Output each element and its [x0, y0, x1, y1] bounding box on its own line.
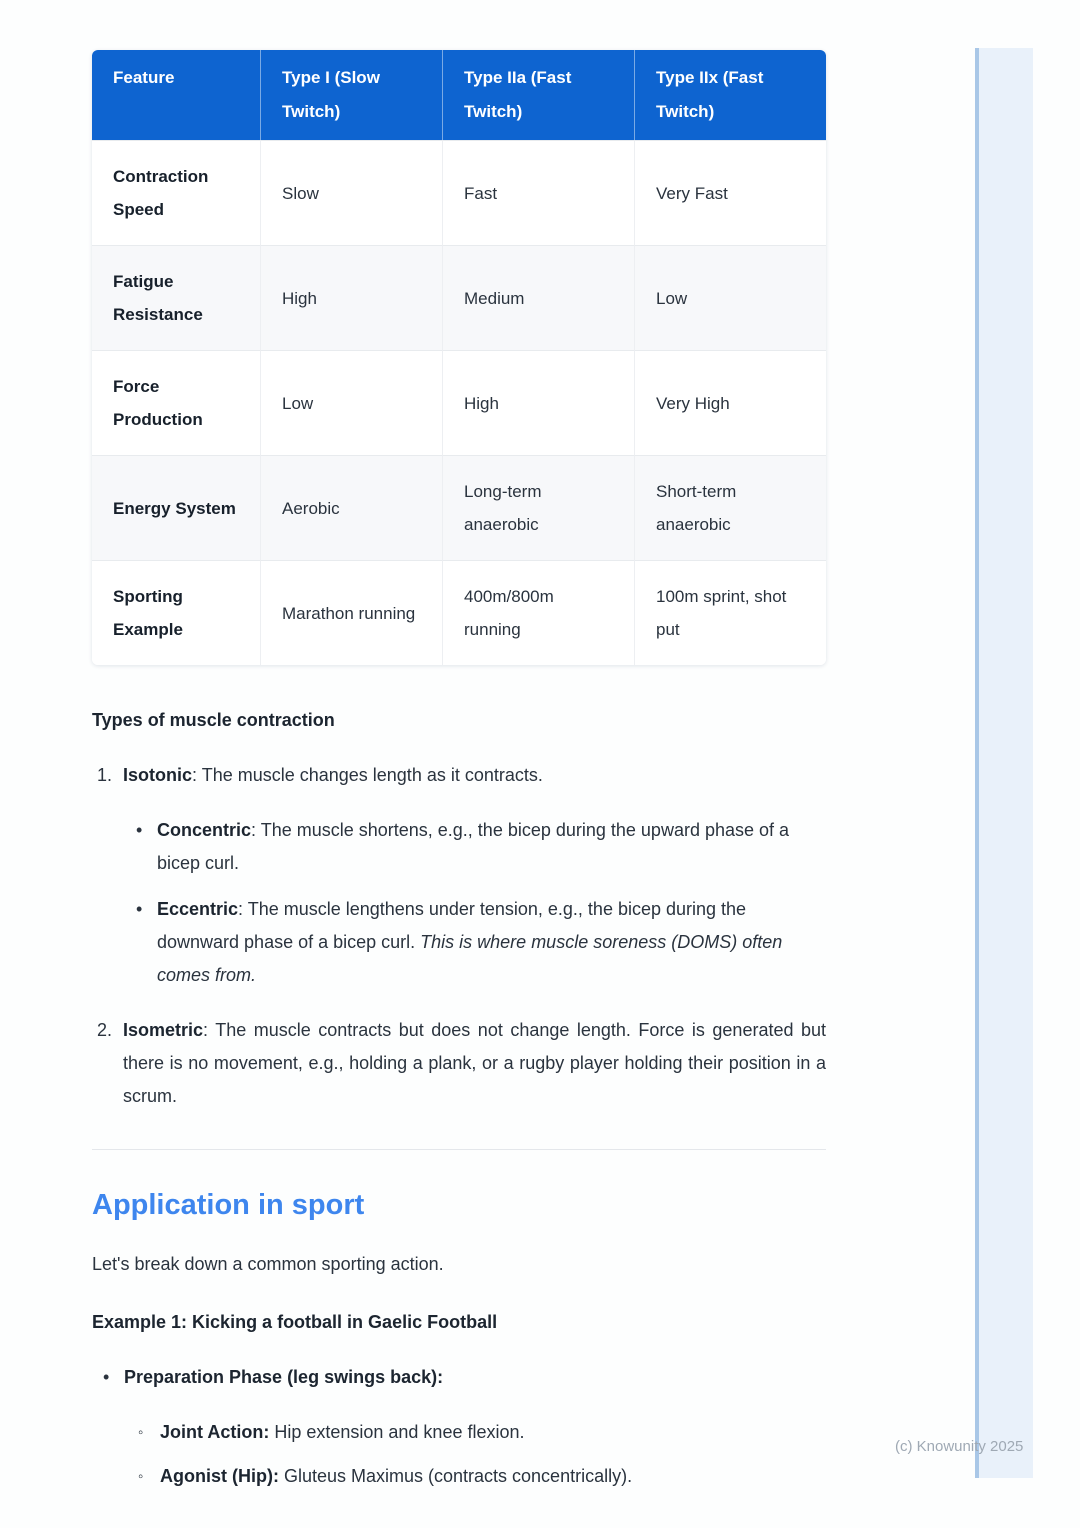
list-item-body: [160, 1416, 826, 1449]
list-item-body: [123, 1014, 826, 1113]
table-row: [92, 560, 826, 665]
header-type-2x: Type IIx (Fast Twitch): [634, 50, 826, 140]
list-item-concentric: [123, 814, 826, 880]
isometric-rest: : The muscle contracts but does not change length. Force is generated but there is no movement, e.g., holding a plank, or a rugby player holding their position in a scrum.: [123, 1020, 826, 1106]
table-cell: Fast: [442, 140, 634, 245]
eccentric-rest: : The muscle lengthens under tension, e.g., the bicep during the downward phase of a bicep curl.: [157, 899, 747, 952]
isometric-term: Isometric: [123, 1020, 204, 1040]
table-cell: High: [442, 350, 634, 455]
concentric-rest: : The muscle shortens, e.g., the bicep during the upward phase of a bicep curl.: [157, 820, 790, 873]
scrollbar-thumb[interactable]: [975, 48, 1033, 1478]
header-type-2a: Type IIa (Fast Twitch): [442, 50, 634, 140]
joint-action-rest: Hip extension and knee flexion.: [269, 1422, 525, 1442]
agonist-term: Agonist (Hip):: [160, 1466, 279, 1486]
list-item-body: [157, 893, 826, 992]
table-cell: Very High: [634, 350, 826, 455]
section-heading-muscle-contraction: Types of muscle contraction: [92, 710, 335, 730]
isotonic-term: Isotonic: [123, 765, 193, 785]
table-row: [92, 350, 826, 455]
table-header-row: [92, 50, 826, 140]
table-cell: Slow: [260, 140, 442, 245]
concentric-term: Concentric: [157, 820, 252, 840]
table-cell: Aerobic: [260, 455, 442, 560]
isotonic-text: [123, 759, 826, 792]
preparation-sublist: [124, 1416, 826, 1493]
preparation-phase-text: [124, 1361, 826, 1394]
table-cell: Medium: [442, 245, 634, 350]
agonist-rest: Gluteus Maximus (contracts concentrically).: [278, 1466, 633, 1486]
row-feature-label: Energy System: [92, 455, 260, 560]
document-content: [92, 50, 826, 1493]
eccentric-term: Eccentric: [157, 899, 239, 919]
list-item-isometric: [92, 1014, 826, 1113]
table-row: [92, 245, 826, 350]
list-item-eccentric: [123, 893, 826, 992]
table-cell: Short-term anaerobic: [634, 455, 826, 560]
table-cell: 400m/800m running: [442, 560, 634, 665]
list-item-joint-action: [124, 1416, 826, 1449]
copyright-notice: (c) Knowunity 2025: [895, 1438, 1024, 1455]
list-item-isotonic: [92, 759, 826, 992]
isotonic-rest: : The muscle changes length as it contracts.: [192, 765, 543, 785]
muscle-fiber-table-card: [92, 50, 826, 665]
row-feature-label: Sporting Example: [92, 560, 260, 665]
row-feature-label: Fatigue Resistance: [92, 245, 260, 350]
preparation-phase-term: Preparation Phase (leg swings back):: [124, 1367, 444, 1387]
row-feature-label: Force Production: [92, 350, 260, 455]
list-item-body: [124, 1361, 826, 1493]
bullet-icon: [136, 814, 157, 880]
example-heading: Example 1: Kicking a football in Gaelic Football: [92, 1312, 498, 1332]
table-cell: Low: [260, 350, 442, 455]
section-heading-application: Application in sport: [92, 1189, 365, 1221]
bullet-icon: [136, 893, 157, 992]
table-row: [92, 455, 826, 560]
table-cell: High: [260, 245, 442, 350]
circle-bullet-icon: [138, 1460, 160, 1493]
section-divider: [92, 1149, 826, 1150]
list-item-body: [160, 1460, 826, 1493]
joint-action-term: Joint Action:: [160, 1422, 270, 1442]
circle-bullet-icon: [138, 1416, 160, 1449]
table-cell: 100m sprint, shot put: [634, 560, 826, 665]
header-type-1: Type I (Slow Twitch): [260, 50, 442, 140]
isotonic-sublist: [123, 814, 826, 992]
row-feature-label: Contraction Speed: [92, 140, 260, 245]
muscle-fiber-table: [92, 50, 826, 665]
table-cell: Low: [634, 245, 826, 350]
list-number: 1.: [97, 765, 113, 785]
table-cell: Very Fast: [634, 140, 826, 245]
table-row: [92, 140, 826, 245]
table-cell: Marathon running: [260, 560, 442, 665]
eccentric-italic-note: This is where muscle soreness (DOMS) often comes from.: [157, 932, 783, 985]
list-number: 2.: [97, 1020, 113, 1040]
application-intro: Let's break down a common sporting action.: [92, 1254, 444, 1274]
list-item-body: [123, 759, 826, 992]
table-cell: Long-term anaerobic: [442, 455, 634, 560]
list-item-preparation-phase: [92, 1361, 826, 1493]
list-item-body: [157, 814, 826, 880]
header-feature: Feature: [92, 50, 260, 140]
bullet-icon: [103, 1361, 124, 1493]
list-item-agonist: [124, 1460, 826, 1493]
